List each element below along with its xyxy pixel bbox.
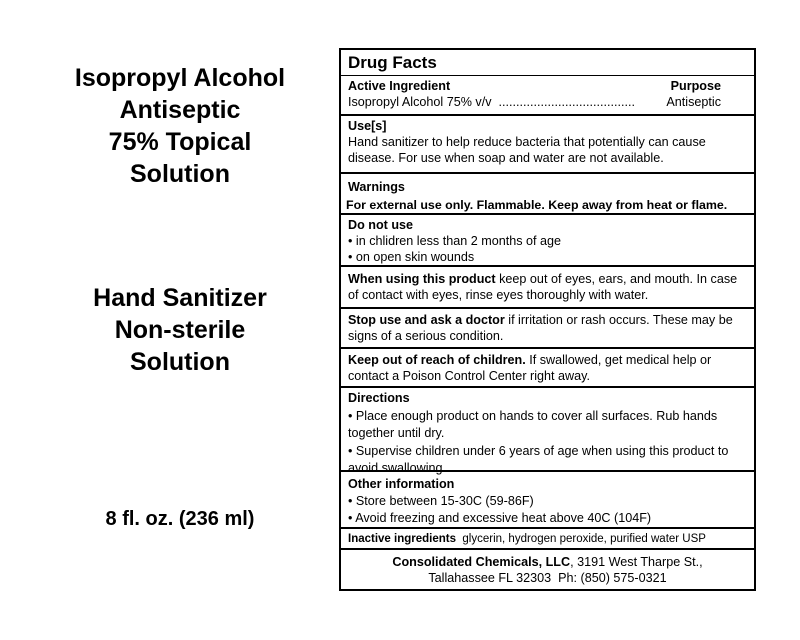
company-name: Consolidated Chemicals, LLC bbox=[392, 555, 571, 569]
inactive-text: glycerin, hydrogen peroxide, purified water USP bbox=[456, 533, 706, 545]
subtitle-line: Hand Sanitizer bbox=[93, 284, 267, 312]
heading: Use[s] bbox=[348, 119, 387, 133]
warnings-section bbox=[341, 174, 754, 215]
company-contact: Tallahassee FL 32303 Ph: (850) 575-0321 bbox=[428, 571, 667, 585]
heading: Other information bbox=[348, 477, 455, 491]
uses-text: Hand sanitizer to help reduce bacteria that potentially can cause disease. For use when soap and water are not available. bbox=[348, 135, 706, 165]
heading: When using this product bbox=[348, 272, 496, 286]
when-using-text: keep out of eyes, ears, and mouth. In case of contact with eyes, rinse eyes thoroughly with water. bbox=[348, 272, 738, 302]
heading: Warnings bbox=[348, 180, 405, 194]
keep-out-section bbox=[341, 349, 754, 388]
title-line: 75% Topical bbox=[108, 128, 252, 156]
active-ingredient: Isopropyl Alcohol 75% v/v bbox=[348, 95, 492, 109]
product-size: 8 fl. oz. (236 ml) bbox=[105, 508, 255, 530]
when-using-section bbox=[341, 267, 754, 309]
purpose: Antiseptic bbox=[666, 95, 721, 109]
heading: Active Ingredient bbox=[348, 79, 451, 93]
leader-dots: ....................................... bbox=[498, 95, 635, 109]
company-section bbox=[341, 550, 754, 591]
title-line: Antiseptic bbox=[119, 96, 241, 124]
list-item: • Place enough product on hands to cover all surfaces. Rub hands together until dry. bbox=[348, 408, 718, 440]
keep-out-text: If swallowed, get medical help or contact a Poison Control Center right away. bbox=[348, 353, 712, 383]
title-line: Isopropyl Alcohol bbox=[74, 64, 286, 92]
do-not-use-section bbox=[341, 215, 754, 267]
heading: Drug Facts bbox=[348, 53, 437, 72]
active-ingredient-section bbox=[341, 76, 754, 116]
heading: Stop use and ask a doctor bbox=[348, 313, 505, 327]
inactive-ingredients-section bbox=[341, 529, 754, 550]
product-subtitle bbox=[40, 282, 320, 378]
heading: Directions bbox=[348, 391, 410, 405]
subtitle-line: Solution bbox=[130, 348, 230, 376]
company-address: , 3191 West Tharpe St., bbox=[570, 555, 703, 569]
list-item: • on open skin wounds bbox=[348, 250, 475, 264]
heading: Keep out of reach of children. bbox=[348, 353, 526, 367]
uses-section bbox=[341, 116, 754, 174]
stop-use-text: if irritation or rash occurs. These may be signs of a serious condition. bbox=[348, 313, 733, 343]
product-title bbox=[40, 62, 320, 190]
heading: Inactive ingredients bbox=[348, 533, 457, 545]
stop-use-section bbox=[341, 309, 754, 349]
list-item: • Avoid freezing and excessive heat above 40C (104F) bbox=[348, 511, 652, 525]
warnings-text: For external use only. Flammable. Keep away from heat or flame. bbox=[346, 198, 728, 212]
list-item: • in chlidren less than 2 months of age bbox=[348, 234, 562, 248]
drug-facts-title bbox=[341, 50, 754, 76]
other-information-section bbox=[341, 472, 754, 529]
list-item: • Store between 15-30C (59-86F) bbox=[348, 494, 534, 508]
directions-section bbox=[341, 388, 754, 475]
drug-facts-panel bbox=[339, 48, 756, 591]
list-item: • Supervise children under 6 years of age when using this product to avoid swallowing. bbox=[348, 443, 729, 475]
heading: Purpose bbox=[670, 79, 721, 93]
heading: Do not use bbox=[348, 218, 414, 232]
title-line: Solution bbox=[130, 160, 230, 188]
subtitle-line: Non-sterile bbox=[114, 316, 246, 344]
